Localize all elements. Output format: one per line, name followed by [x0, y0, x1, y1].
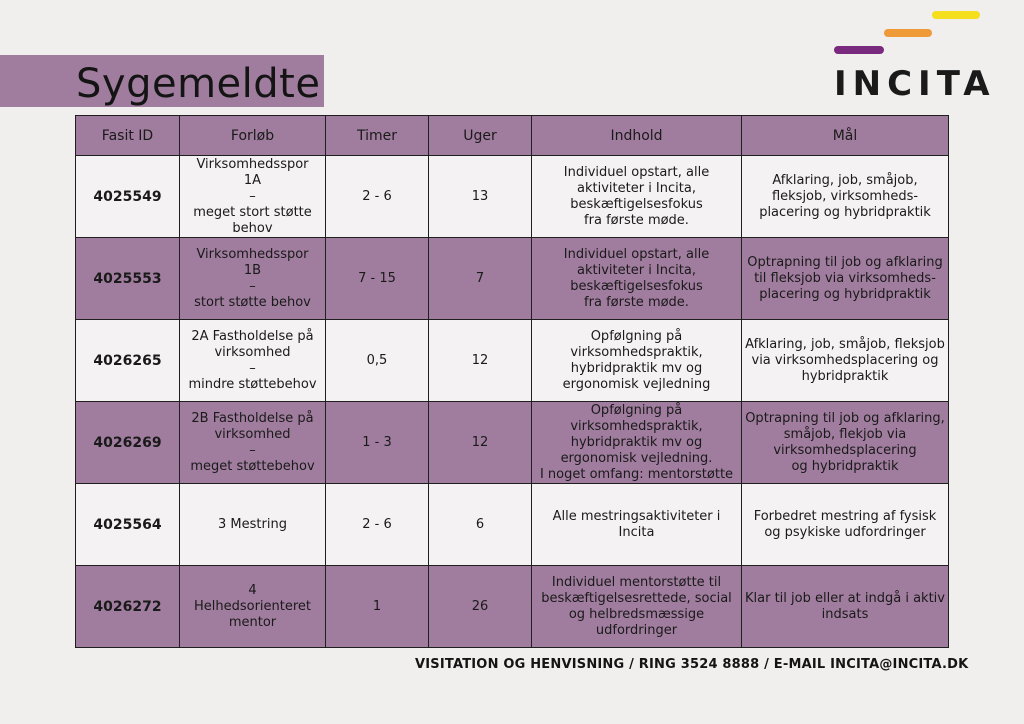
table-row	[76, 320, 949, 402]
cell-forlob: 4 Helhedsorienteret mentor	[180, 566, 326, 648]
cell-fasit-id: 4026272	[76, 566, 180, 648]
cell-maal: Klar til job eller at indgå i aktiv indsats	[742, 566, 949, 648]
cell-uger: 12	[429, 402, 532, 484]
table-row	[76, 156, 949, 238]
table-row	[76, 484, 949, 566]
cell-uger: 12	[429, 320, 532, 402]
cell-timer: 1 - 3	[326, 402, 429, 484]
cell-forlob: 2B Fastholdelse på virksomhed – meget støttebehov	[180, 402, 326, 484]
col-header-timer: Timer	[326, 116, 429, 156]
cell-indhold: Individuel opstart, alle aktiviteter i Incita, beskæftigelsesfokus fra første møde.	[532, 156, 742, 238]
contact-footer: VISITATION OG HENVISNING / RING 3524 8888 / E-MAIL INCITA@INCITA.DK	[415, 657, 969, 672]
cell-maal: Forbedret mestring af fysisk og psykiske udfordringer	[742, 484, 949, 566]
cell-uger: 13	[429, 156, 532, 238]
cell-timer: 1	[326, 566, 429, 648]
cell-timer: 0,5	[326, 320, 429, 402]
cell-uger: 26	[429, 566, 532, 648]
cell-timer: 2 - 6	[326, 484, 429, 566]
cell-forlob: 3 Mestring	[180, 484, 326, 566]
logo-purple-bar	[834, 46, 884, 54]
cell-indhold: Individuel opstart, alle aktiviteter i Incita, beskæftigelsesfokus fra første møde.	[532, 238, 742, 320]
incita-logo	[834, 8, 996, 104]
cell-uger: 7	[429, 238, 532, 320]
cell-timer: 7 - 15	[326, 238, 429, 320]
course-table	[75, 115, 949, 648]
logo-wordmark: INCITA	[834, 64, 996, 104]
cell-fasit-id: 4026269	[76, 402, 180, 484]
table-row	[76, 238, 949, 320]
page-title: Sygemeldte	[76, 61, 321, 107]
cell-maal: Optrapning til job og afklaring til fleksjob via virksomheds- placering og hybridpraktik	[742, 238, 949, 320]
cell-indhold: Opfølgning på virksomhedspraktik, hybridpraktik mv og ergonomisk vejledning. I noget omfang: mentorstøtte	[532, 402, 742, 484]
col-header-fasit-id: Fasit ID	[76, 116, 180, 156]
logo-orange-bar	[884, 29, 932, 37]
logo-yellow-bar	[932, 11, 980, 19]
cell-maal: Afklaring, job, småjob, fleksjob via virksomhedsplacering og hybridpraktik	[742, 320, 949, 402]
cell-indhold: Opfølgning på virksomhedspraktik, hybridpraktik mv og ergonomisk vejledning	[532, 320, 742, 402]
cell-fasit-id: 4026265	[76, 320, 180, 402]
cell-indhold: Individuel mentorstøtte til beskæftigelsesrettede, social og helbredsmæssige udfordringer	[532, 566, 742, 648]
cell-maal: Optrapning til job og afklaring, småjob, flekjob via virksomhedsplacering og hybridpraktik	[742, 402, 949, 484]
cell-forlob: Virksomhedsspor 1B – stort støtte behov	[180, 238, 326, 320]
cell-fasit-id: 4025549	[76, 156, 180, 238]
cell-fasit-id: 4025564	[76, 484, 180, 566]
table-row	[76, 566, 949, 648]
cell-timer: 2 - 6	[326, 156, 429, 238]
cell-indhold: Alle mestringsaktiviteter i Incita	[532, 484, 742, 566]
col-header-uger: Uger	[429, 116, 532, 156]
cell-maal: Afklaring, job, småjob, fleksjob, virksomheds- placering og hybridpraktik	[742, 156, 949, 238]
col-header-forlob: Forløb	[180, 116, 326, 156]
cell-forlob: 2A Fastholdelse på virksomhed – mindre støttebehov	[180, 320, 326, 402]
cell-uger: 6	[429, 484, 532, 566]
table-header-row	[76, 116, 949, 156]
cell-fasit-id: 4025553	[76, 238, 180, 320]
cell-forlob: Virksomhedsspor 1A – meget stort støtte behov	[180, 156, 326, 238]
table-row	[76, 402, 949, 484]
col-header-indhold: Indhold	[532, 116, 742, 156]
col-header-maal: Mål	[742, 116, 949, 156]
table-body	[76, 156, 949, 648]
